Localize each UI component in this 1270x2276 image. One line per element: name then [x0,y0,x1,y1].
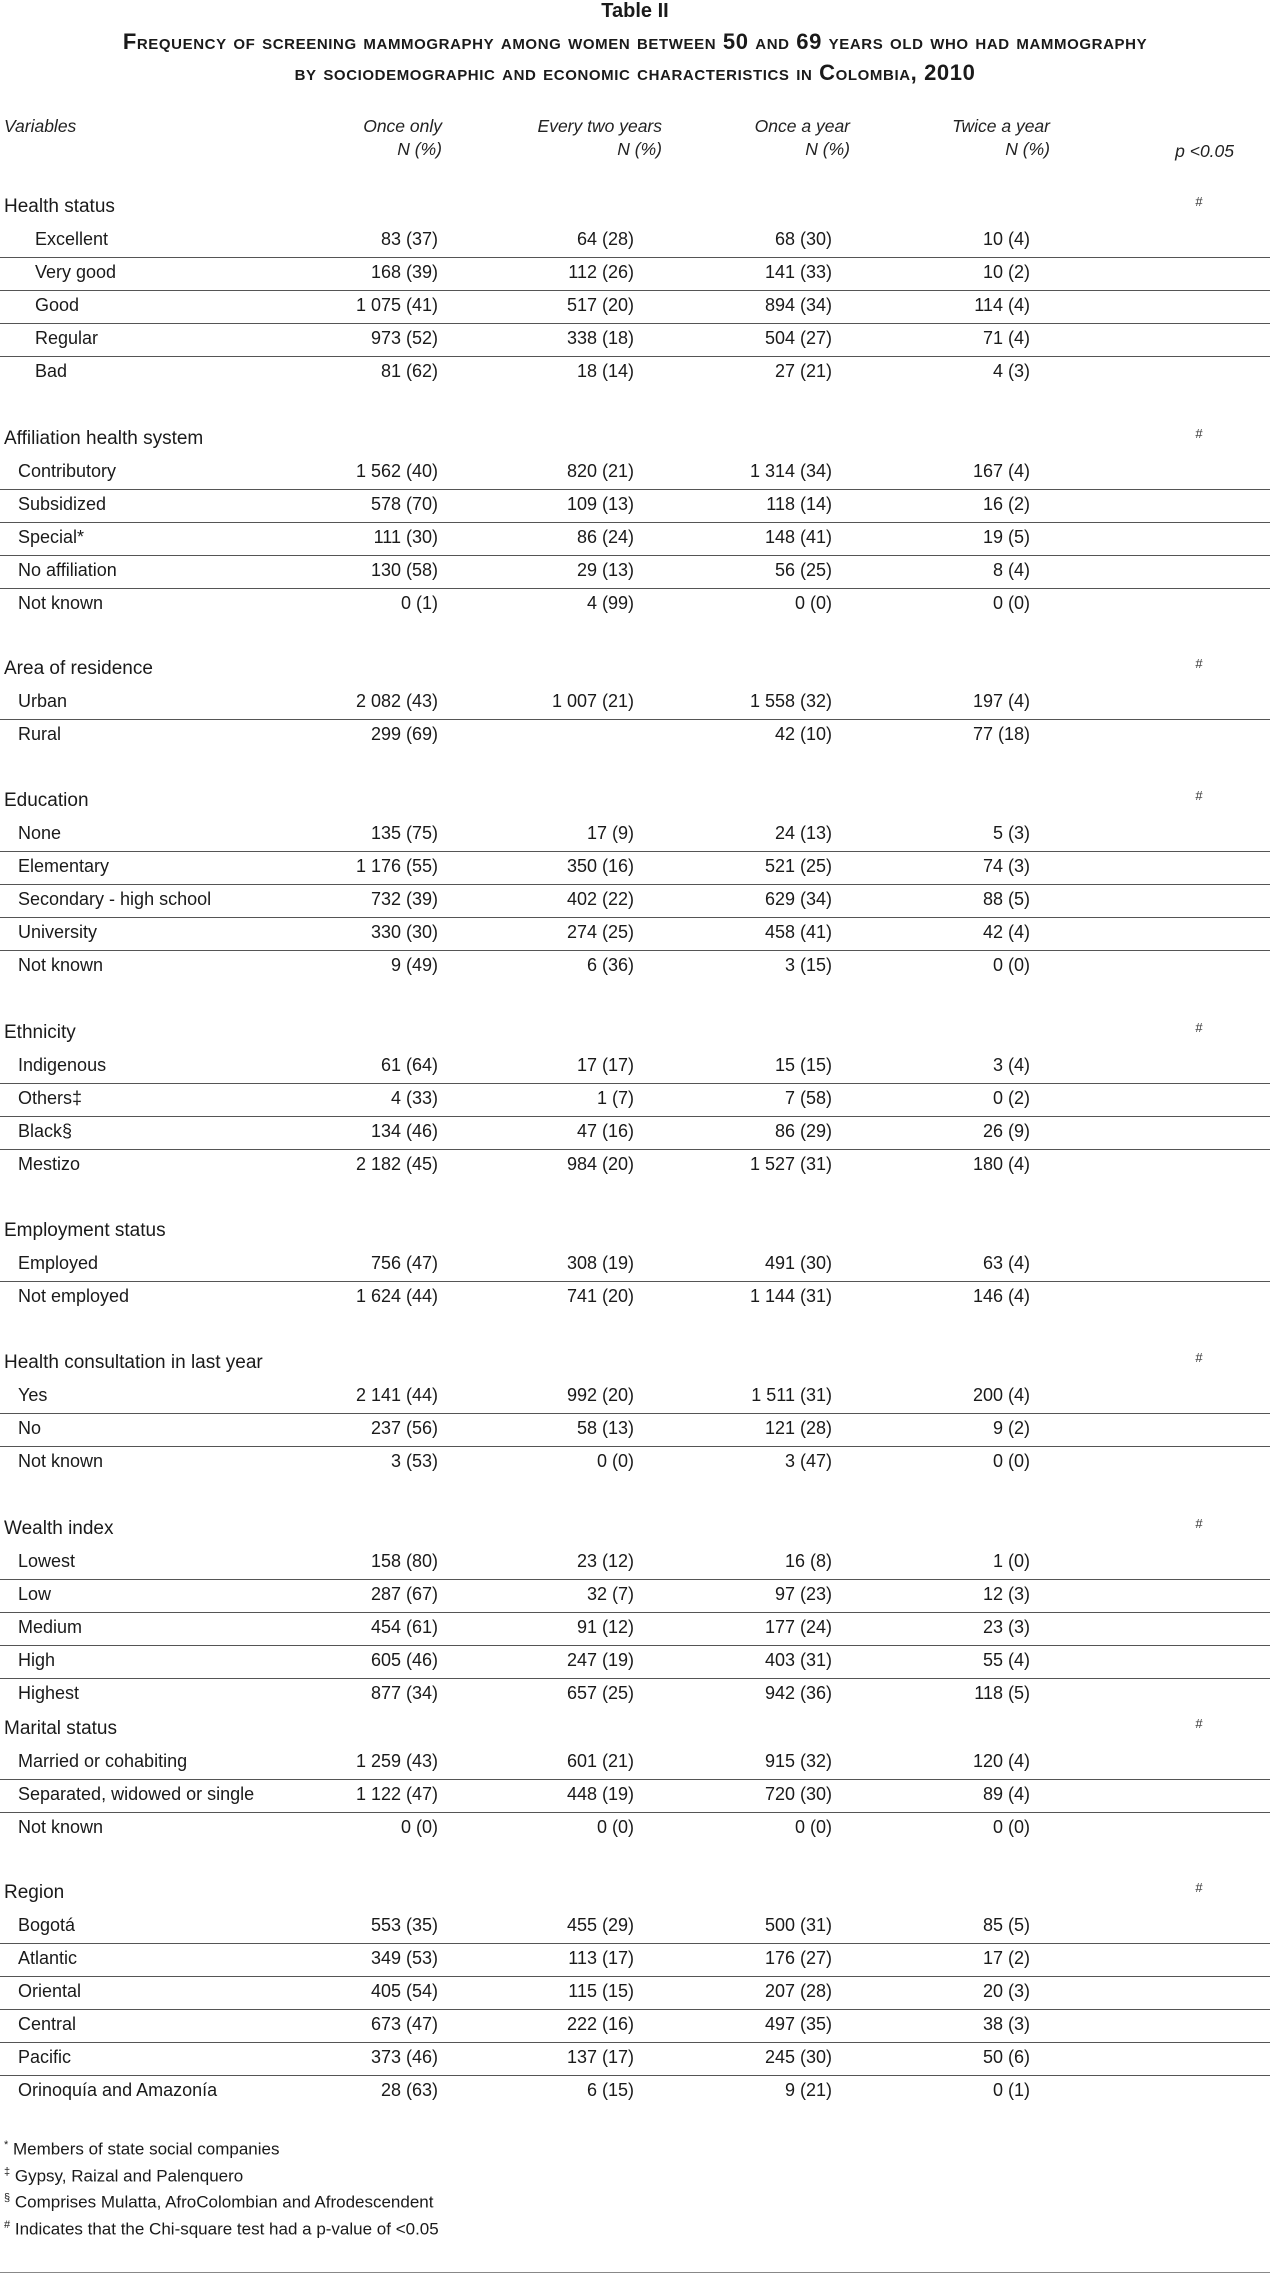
table-row [0,1746,1270,1780]
cell-value: 88 (5) [982,889,1030,909]
cell-value: 1 176 (55) [355,856,438,876]
cell-value: 64 (28) [576,229,634,249]
significance-mark: # [1195,656,1203,671]
cell-value: 521 (25) [764,856,832,876]
row-label: Special* [18,527,85,547]
cell-value: 86 (24) [576,527,634,547]
cell-value: 8 (4) [992,560,1030,580]
cell-value: 83 (37) [380,229,438,249]
cell-value: 601 (21) [566,1751,634,1771]
table-row [0,950,1270,983]
table-row [0,1083,1270,1117]
cell-value: 308 (19) [566,1253,634,1273]
cell-value: 491 (30) [764,1253,832,1273]
cell-value: 4 (3) [992,361,1030,381]
significance-mark: # [1195,1716,1203,1731]
cell-value: 0 (0) [992,1451,1030,1471]
row-label: Separated, widowed or single [18,1784,255,1804]
header-once-a-year [700,115,850,161]
footnote: # Indicates that the Chi-square test had a p-value of <0.05 [4,2218,439,2239]
cell-value: 1 007 (21) [551,691,634,711]
cell-value: 4 (99) [586,593,634,613]
cell-value: 10 (2) [982,262,1030,282]
table-row [0,1910,1270,1944]
cell-value: 38 (3) [982,2014,1030,2034]
cell-value: 247 (19) [566,1650,634,1670]
group-title: Employment status [4,1220,166,1241]
cell-value: 167 (4) [972,461,1030,481]
header-once-year-label: Once a year [754,116,850,136]
cell-value: 299 (69) [370,724,438,744]
row-label: No affiliation [18,560,117,580]
cell-value: 992 (20) [566,1385,634,1405]
footnote: § Comprises Mulatta, AfroColombian and Afrodescendent [4,2192,434,2212]
row-label: Lowest [18,1551,76,1571]
header-twice-year-unit: N (%) [1005,139,1050,159]
cell-value: 9 (21) [784,2080,832,2100]
cell-value: 61 (64) [380,1055,438,1075]
cell-value: 0 (0) [596,1451,634,1471]
table-row [0,1050,1270,1084]
row-label: Black§ [18,1121,73,1141]
cell-value: 403 (31) [764,1650,832,1670]
header-once-only [300,115,442,161]
table-row [0,2042,1270,2076]
cell-value: 17 (9) [586,823,634,843]
row-label: Others‡ [18,1088,83,1108]
cell-value: 111 (30) [373,527,438,547]
cell-value: 3 (4) [992,1055,1030,1075]
cell-value: 3 (15) [784,955,832,975]
group-title: Area of residence [4,658,153,679]
cell-value: 81 (62) [380,361,438,381]
row-label: Indigenous [18,1055,107,1075]
cell-value: 180 (4) [972,1154,1030,1174]
cell-value: 0 (0) [794,593,832,613]
cell-value: 222 (16) [566,2014,634,2034]
row-label: Orinoquía and Amazonía [18,2080,218,2100]
cell-value: 2 141 (44) [355,1385,438,1405]
table-row [0,851,1270,885]
cell-value: 86 (29) [774,1121,832,1141]
group-title: Marital status [4,1718,117,1739]
row-label: Married or cohabiting [18,1751,188,1771]
cell-value: 16 (2) [982,494,1030,514]
cell-value: 458 (41) [764,922,832,942]
cell-value: 1 144 (31) [749,1286,832,1306]
cell-value: 3 (47) [784,1451,832,1471]
cell-value: 0 (0) [794,1817,832,1837]
table-row [0,1645,1270,1679]
cell-value: 28 (63) [380,2080,438,2100]
row-label: Urban [18,691,68,711]
row-label: Very good [35,262,117,282]
cell-value: 1 314 (34) [749,461,832,481]
table-row [0,588,1270,621]
table-row [0,1413,1270,1447]
group-title: Ethnicity [4,1022,76,1043]
table-row [0,884,1270,918]
cell-value: 55 (4) [982,1650,1030,1670]
cell-value: 29 (13) [576,560,634,580]
group-title: Health status [4,196,115,217]
cell-value: 373 (46) [370,2047,438,2067]
cell-value: 455 (29) [566,1915,634,1935]
row-label: Low [18,1584,52,1604]
header-once-only-unit: N (%) [397,139,442,159]
row-label: Rural [18,724,62,744]
group-title: Affiliation health system [4,428,204,449]
cell-value: 10 (4) [982,229,1030,249]
table-row [0,1281,1270,1314]
cell-value: 17 (2) [982,1948,1030,1968]
cell-value: 56 (25) [774,560,832,580]
cell-value: 657 (25) [566,1683,634,1703]
table-row [0,1579,1270,1613]
row-label: Subsidized [18,494,107,514]
cell-value: 137 (17) [566,2047,634,2067]
cell-value: 405 (54) [370,1981,438,2001]
cell-value: 68 (30) [774,229,832,249]
cell-value: 629 (34) [764,889,832,909]
cell-value: 4 (33) [390,1088,438,1108]
cell-value: 112 (26) [568,262,634,282]
cell-value: 32 (7) [586,1584,634,1604]
cell-value: 942 (36) [764,1683,832,1703]
cell-value: 237 (56) [370,1418,438,1438]
header-once-year-unit: N (%) [805,139,850,159]
cell-value: 517 (20) [566,295,634,315]
row-label: No [18,1418,42,1438]
cell-value: 0 (2) [992,1088,1030,1108]
cell-value: 115 (15) [568,1981,634,2001]
cell-value: 402 (22) [566,889,634,909]
table-row [0,1546,1270,1580]
table-row [0,1976,1270,2010]
cell-value: 77 (18) [972,724,1030,744]
row-label: Not known [18,593,104,613]
significance-mark: # [1195,1020,1203,1035]
table-row [0,917,1270,951]
cell-value: 504 (27) [764,328,832,348]
cell-value: 915 (32) [764,1751,832,1771]
significance-mark: # [1195,1880,1203,1895]
cell-value: 118 (5) [974,1683,1030,1703]
cell-value: 6 (15) [586,2080,634,2100]
row-label: Bad [35,361,68,381]
cell-value: 984 (20) [566,1154,634,1174]
table-row [0,1380,1270,1414]
cell-value: 71 (4) [982,328,1030,348]
cell-value: 114 (4) [974,295,1030,315]
cell-value: 0 (0) [992,955,1030,975]
cell-value: 245 (30) [764,2047,832,2067]
header-twice-year-label: Twice a year [952,116,1050,136]
cell-value: 3 (53) [390,1451,438,1471]
cell-value: 74 (3) [982,856,1030,876]
table-label: Table II [601,0,669,22]
row-label: Oriental [18,1981,82,2001]
cell-value: 448 (19) [566,1784,634,1804]
cell-value: 0 (1) [992,2080,1030,2100]
row-label: Bogotá [18,1915,76,1935]
cell-value: 0 (1) [400,593,438,613]
cell-value: 42 (10) [774,724,832,744]
cell-value: 1 (7) [596,1088,634,1108]
cell-value: 24 (13) [774,823,832,843]
cell-value: 7 (58) [784,1088,832,1108]
group-title: Health consultation in last year [4,1352,263,1373]
table-title-line-1: Frequency of screening mammography among women between 50 and 69 years old who had mammography [122,29,1148,54]
group-title: Region [4,1882,65,1903]
cell-value: 578 (70) [370,494,438,514]
row-label: Excellent [35,229,109,249]
cell-value: 720 (30) [764,1784,832,1804]
cell-value: 58 (13) [576,1418,634,1438]
table-row [0,818,1270,852]
table-row [0,1678,1270,1711]
table-row [0,257,1270,291]
cell-value: 27 (21) [774,361,832,381]
table-row [0,1149,1270,1182]
table-row [0,356,1270,389]
cell-value: 168 (39) [370,262,438,282]
cell-value: 500 (31) [764,1915,832,1935]
row-label: Elementary [18,856,110,876]
header-twice-a-year [900,115,1050,161]
cell-value: 877 (34) [370,1683,438,1703]
row-label: Contributory [18,461,117,481]
cell-value: 1 558 (32) [749,691,832,711]
cell-value: 274 (25) [566,922,634,942]
row-label: None [18,823,62,843]
row-label: Pacific [18,2047,72,2067]
table-row [0,1446,1270,1479]
cell-value: 0 (0) [596,1817,634,1837]
cell-value: 330 (30) [370,922,438,942]
cell-value: 0 (0) [400,1817,438,1837]
cell-value: 23 (3) [982,1617,1030,1637]
cell-value: 148 (41) [764,527,832,547]
table-row [0,2075,1270,2108]
table-row [0,1943,1270,1977]
cell-value: 1 259 (43) [355,1751,438,1771]
cell-value: 158 (80) [370,1551,438,1571]
cell-value: 19 (5) [982,527,1030,547]
table-row [0,1612,1270,1646]
cell-value: 113 (17) [568,1948,634,1968]
table-row [0,686,1270,720]
significance-mark: # [1195,1516,1203,1531]
cell-value: 1 075 (41) [355,295,438,315]
cell-value: 553 (35) [370,1915,438,1935]
cell-value: 2 082 (43) [355,691,438,711]
cell-value: 673 (47) [370,2014,438,2034]
cell-value: 17 (17) [576,1055,634,1075]
cell-value: 89 (4) [982,1784,1030,1804]
cell-value: 0 (0) [992,1817,1030,1837]
header-once-only-label: Once only [363,116,442,136]
cell-value: 85 (5) [982,1915,1030,1935]
cell-value: 0 (0) [992,593,1030,613]
row-label: Good [35,295,80,315]
row-label: Central [18,2014,77,2034]
cell-value: 454 (61) [370,1617,438,1637]
row-label: Employed [18,1253,99,1273]
cell-value: 121 (28) [764,1418,832,1438]
cell-value: 973 (52) [370,328,438,348]
cell-value: 1 562 (40) [355,461,438,481]
cell-value: 9 (2) [992,1418,1030,1438]
footnote: ‡ Gypsy, Raizal and Palenquero [4,2165,244,2186]
table-row [0,1812,1270,1845]
cell-value: 200 (4) [972,1385,1030,1405]
cell-value: 177 (24) [764,1617,832,1637]
significance-mark: # [1195,426,1203,441]
significance-mark: # [1195,194,1203,209]
cell-value: 26 (9) [982,1121,1030,1141]
cell-value: 605 (46) [370,1650,438,1670]
cell-value: 1 624 (44) [355,1286,438,1306]
table-row [0,489,1270,523]
cell-value: 9 (49) [390,955,438,975]
cell-value: 197 (4) [972,691,1030,711]
cell-value: 135 (75) [370,823,438,843]
cell-value: 15 (15) [774,1055,832,1075]
table-row [0,555,1270,589]
table-row [0,1779,1270,1813]
table-row [0,1248,1270,1282]
row-label: Highest [18,1683,80,1703]
cell-value: 120 (4) [972,1751,1030,1771]
cell-value: 50 (6) [982,2047,1030,2067]
cell-value: 12 (3) [982,1584,1030,1604]
cell-value: 176 (27) [764,1948,832,1968]
table-row [0,522,1270,556]
group-title: Education [4,790,89,811]
row-label: Mestizo [18,1154,81,1174]
cell-value: 97 (23) [774,1584,832,1604]
significance-mark: # [1195,1350,1203,1365]
cell-value: 338 (18) [566,328,634,348]
cell-value: 5 (3) [992,823,1030,843]
header-p-value: p <0.05 [1175,141,1234,161]
bottom-rule [0,2272,1270,2273]
cell-value: 2 182 (45) [355,1154,438,1174]
cell-value: 118 (14) [766,494,832,514]
table-row [0,456,1270,490]
cell-value: 63 (4) [982,1253,1030,1273]
cell-value: 741 (20) [566,1286,634,1306]
cell-value: 42 (4) [982,922,1030,942]
group-title: Wealth index [4,1518,114,1539]
footnotes [4,2134,439,2241]
row-label: Yes [18,1385,48,1405]
row-label: Regular [35,328,99,348]
cell-value: 1 511 (31) [751,1385,832,1405]
cell-value: 91 (12) [576,1617,634,1637]
row-label: Medium [18,1617,83,1637]
cell-value: 349 (53) [370,1948,438,1968]
cell-value: 1 527 (31) [749,1154,832,1174]
cell-value: 287 (67) [370,1584,438,1604]
row-label: Not employed [18,1286,130,1306]
footnote: * Members of state social companies [4,2139,280,2159]
cell-value: 756 (47) [370,1253,438,1273]
table-title-line-2: by sociodemographic and economic characteristics in Colombia, 2010 [294,60,976,85]
cell-value: 130 (58) [370,560,438,580]
cell-value: 732 (39) [370,889,438,909]
cell-value: 1 (0) [992,1551,1030,1571]
table-row [0,290,1270,324]
cell-value: 141 (33) [764,262,832,282]
cell-value: 207 (28) [764,1981,832,2001]
cell-value: 109 (13) [566,494,634,514]
header-every-two-years [500,115,662,161]
row-label: University [18,922,98,942]
cell-value: 894 (34) [764,295,832,315]
cell-value: 18 (14) [576,361,634,381]
row-label: Atlantic [18,1948,78,1968]
table-row [0,224,1270,258]
cell-value: 134 (46) [370,1121,438,1141]
header-every-two-unit: N (%) [617,139,662,159]
row-label: High [18,1650,56,1670]
cell-value: 350 (16) [566,856,634,876]
cell-value: 6 (36) [586,955,634,975]
cell-value: 1 122 (47) [355,1784,438,1804]
row-label: Not known [18,1451,104,1471]
cell-value: 146 (4) [972,1286,1030,1306]
significance-mark: # [1195,788,1203,803]
header-every-two-label: Every two years [537,116,662,136]
cell-value: 820 (21) [566,461,634,481]
row-label: Secondary - high school [18,889,212,909]
cell-value: 497 (35) [764,2014,832,2034]
cell-value: 16 (8) [784,1551,832,1571]
table-row [0,719,1270,752]
table-row [0,323,1270,357]
cell-value: 23 (12) [576,1551,634,1571]
cell-value: 20 (3) [982,1981,1030,2001]
row-label: Not known [18,955,104,975]
table-row [0,2009,1270,2043]
header-variables: Variables [4,116,77,136]
table-row [0,1116,1270,1150]
row-label: Not known [18,1817,104,1837]
cell-value: 47 (16) [576,1121,634,1141]
